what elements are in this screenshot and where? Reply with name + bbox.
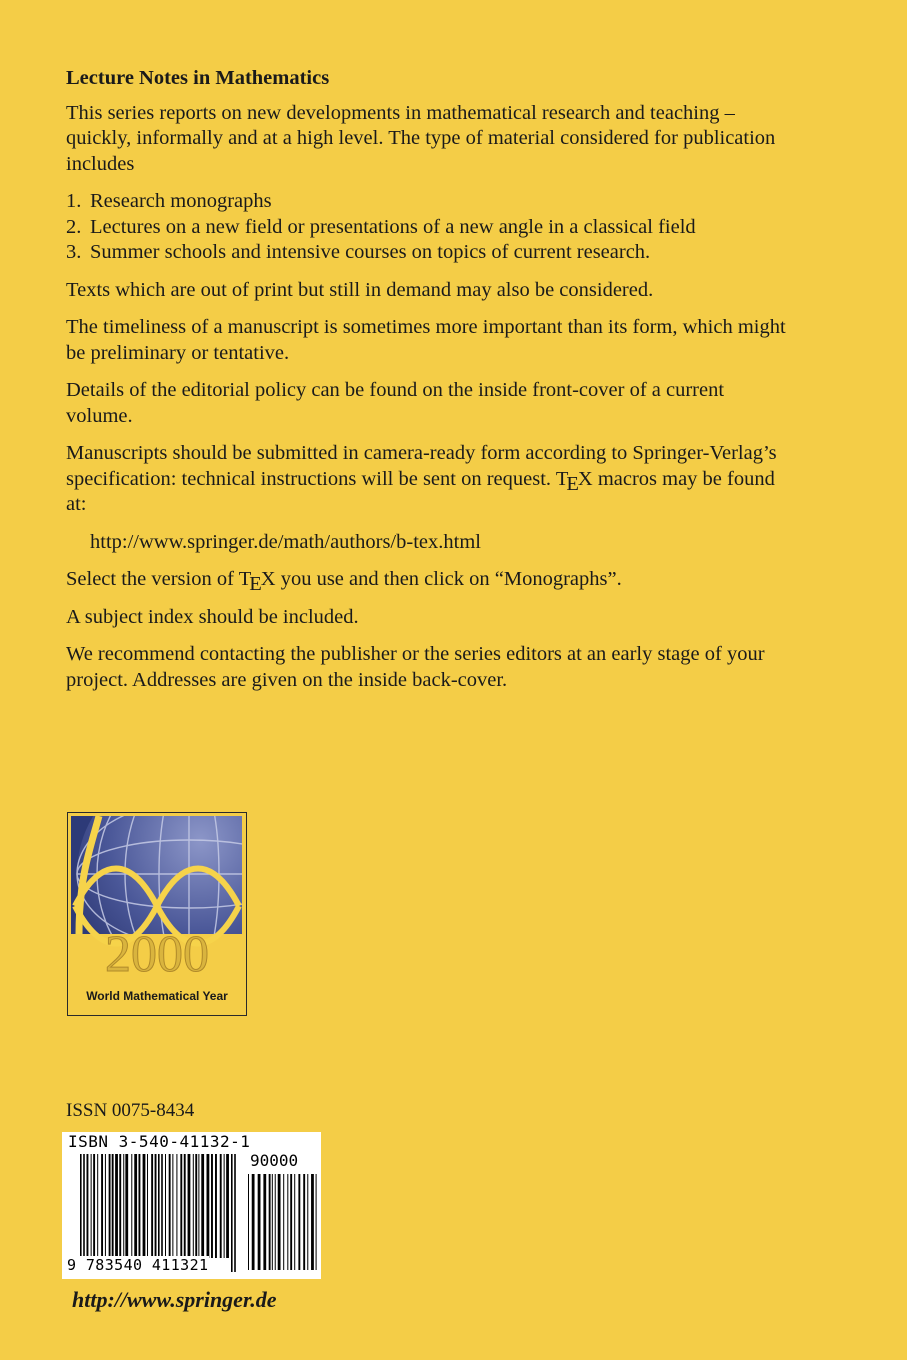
publication-types-list (66, 189, 786, 266)
barcode-bar (269, 1174, 271, 1270)
barcode-bar (307, 1174, 308, 1270)
barcode-bar (147, 1154, 148, 1258)
publisher-website[interactable]: http://www.springer.de (72, 1287, 277, 1312)
tex-logo: TEX (238, 568, 276, 595)
barcode-bar (278, 1174, 281, 1270)
barcode-bar (169, 1154, 171, 1258)
barcode-bar (101, 1154, 103, 1258)
barcode-bar (298, 1174, 300, 1270)
manuscripts-paragraph (66, 441, 786, 518)
barcode-bar (83, 1154, 85, 1272)
logo-caption: World Mathematical Year (86, 989, 228, 1003)
globe-infinity-icon (71, 816, 242, 988)
list-number: 1. (66, 190, 82, 212)
list-item (66, 215, 786, 241)
barcode-bar (109, 1154, 111, 1258)
barcode-bar (316, 1174, 317, 1270)
barcode-bar (134, 1154, 137, 1258)
barcode-bar (180, 1154, 182, 1258)
barcode-bar (105, 1154, 106, 1258)
barcode-bar (93, 1154, 95, 1258)
barcode-bar (112, 1154, 114, 1258)
barcode-bar (272, 1174, 273, 1270)
list-number: 2. (66, 215, 82, 238)
barcode-bar (198, 1154, 199, 1258)
world-mathematical-year-logo (67, 812, 247, 1016)
barcode-bar (125, 1154, 128, 1258)
ean-number: 9 783540 411321 (67, 1256, 209, 1274)
list-item (66, 240, 786, 266)
barcode-bar (80, 1154, 82, 1272)
barcode-bar (231, 1154, 233, 1272)
editorial-policy-paragraph: Details of the editorial policy can be found on the inside front-cover of a current volume. (66, 379, 725, 427)
barcode-bar (155, 1154, 157, 1258)
barcode-bar (91, 1154, 92, 1258)
barcode-bar (275, 1174, 276, 1270)
macro-url[interactable]: http://www.springer.de/math/authors/b-tex.html (90, 530, 481, 553)
back-cover-text (66, 66, 786, 705)
barcode-bar (252, 1174, 255, 1270)
timeliness-paragraph: The timeliness of a manuscript is sometimes more important than its form, which might be preliminary or tentative. (66, 316, 786, 364)
barcode-bar (294, 1174, 295, 1270)
barcode-bar (131, 1154, 132, 1258)
barcode-bar (161, 1154, 163, 1272)
barcode-bar (311, 1174, 314, 1270)
manuscripts-text-end: macros may be found at: (66, 467, 775, 515)
barcode-bar (176, 1154, 177, 1258)
barcode-bar (138, 1154, 140, 1258)
list-text: Lectures on a new field or presentations of a new angle in a classical field (90, 215, 696, 238)
recommend-paragraph: We recommend contacting the publisher or the series editors at an early stage of your project. Addresses are given on the inside back-cover. (66, 643, 765, 691)
manuscripts-text: Manuscripts should be submitted in camera-ready form according to Springer-Verlag’s specification: technical instructions will be sent on request. (66, 442, 777, 490)
subject-index-paragraph: A subject index should be included. (66, 605, 359, 628)
list-number: 3. (66, 241, 82, 263)
barcode-bar (215, 1154, 217, 1258)
barcode-bar (258, 1174, 261, 1270)
barcode-bar (97, 1154, 98, 1258)
barcode-bar (165, 1154, 166, 1258)
barcode-bar (207, 1154, 210, 1258)
isbn-barcode (62, 1132, 321, 1279)
series-title: Lecture Notes in Mathematics (66, 67, 330, 89)
barcode-bar (193, 1154, 194, 1258)
barcode-bar (151, 1154, 153, 1258)
barcode-bar (172, 1154, 173, 1258)
barcode-bar (115, 1154, 118, 1258)
barcode-bar (211, 1154, 213, 1258)
issn-number: ISSN 0075-8434 (66, 1100, 195, 1121)
logo-year: 2000 (105, 926, 209, 983)
barcode-bar (287, 1174, 288, 1270)
barcode-bar (226, 1154, 229, 1258)
barcode-bar (184, 1154, 186, 1258)
barcode-bar (283, 1174, 284, 1270)
barcode-bar (119, 1154, 121, 1258)
barcode-bar (158, 1154, 160, 1272)
barcode-bar (195, 1154, 197, 1258)
addon-code: 90000 (250, 1151, 299, 1170)
list-text: Research monographs (90, 190, 272, 212)
intro-paragraph: This series reports on new developments in mathematical research and teaching – quickly, informally and at a high level. The type of material considered for publication includes (66, 101, 776, 175)
barcode-bar (123, 1154, 124, 1258)
list-item (66, 189, 786, 215)
barcode-bar (224, 1154, 225, 1258)
barcode-bar (303, 1174, 305, 1270)
select-version-paragraph: Select the version of TEX you use and then click on “Monographs”. (66, 568, 622, 595)
barcode-bar (263, 1174, 266, 1270)
list-text: Summer schools and intensive courses on topics of current research. (90, 241, 651, 263)
barcode-bar (234, 1154, 236, 1272)
barcode-bar (290, 1174, 292, 1270)
barcode-bar (201, 1154, 204, 1258)
barcode-bar (87, 1154, 89, 1258)
barcode-bar (248, 1174, 249, 1270)
barcode-bar (220, 1154, 222, 1258)
barcode-bar (143, 1154, 146, 1258)
out-of-print-paragraph: Texts which are out of print but still in demand may also be considered. (66, 278, 654, 301)
isbn-label: ISBN 3-540-41132-1 (68, 1132, 251, 1151)
barcode-bar (188, 1154, 191, 1258)
tex-logo: TEX (555, 467, 593, 495)
